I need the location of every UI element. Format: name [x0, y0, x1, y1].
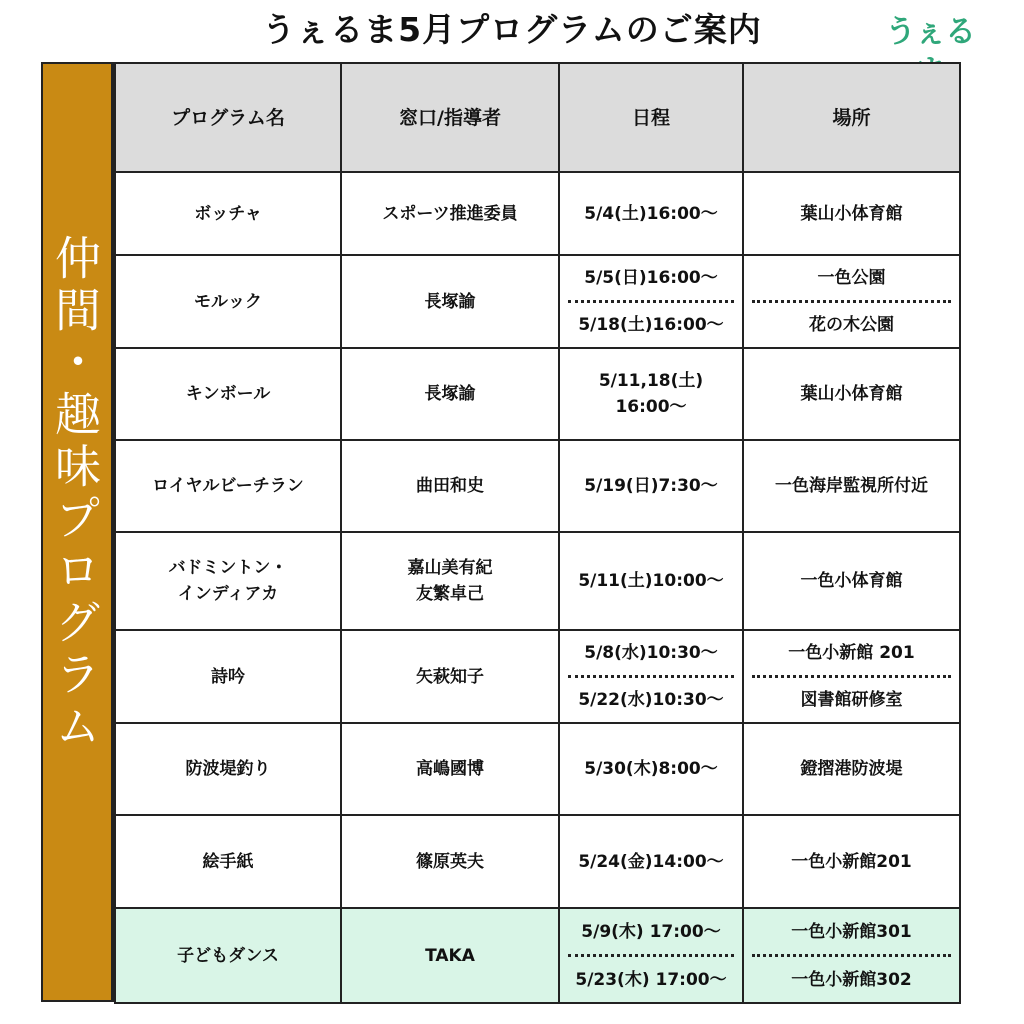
leader-cell	[341, 255, 559, 348]
place-name: 葉山小体育館	[800, 203, 903, 224]
program-name: モルック	[194, 291, 262, 312]
place-cell	[743, 908, 960, 1003]
leader-name: スポーツ推進委員	[382, 203, 518, 224]
table-row	[115, 172, 960, 255]
leader-cell	[341, 723, 559, 815]
place-cell	[743, 815, 960, 908]
program-name-cell	[115, 348, 341, 440]
program-name-cell	[115, 172, 341, 255]
program-name-cell	[115, 532, 341, 630]
schedule-date: 5/23(木) 17:00〜	[575, 969, 727, 990]
leader-name: TAKA	[425, 945, 475, 966]
schedule-date: 16:00〜	[615, 397, 687, 417]
place-name: 一色小新館301	[752, 909, 951, 957]
column-header-place: 場所	[743, 63, 960, 172]
schedule-date: 5/22(水)10:30〜	[578, 690, 724, 710]
place-name: 一色小新館201	[791, 851, 912, 872]
program-name: キンボール	[185, 384, 271, 404]
leader-name: 篠原英夫	[416, 851, 484, 872]
leader-name: 嘉山美有紀	[407, 558, 493, 578]
leader-cell	[341, 440, 559, 532]
place-name: 一色海岸監視所付近	[775, 476, 928, 496]
schedule-cell	[559, 630, 743, 723]
leader-name: 曲田和史	[416, 476, 484, 496]
table-row	[115, 630, 960, 723]
program-name-cell	[115, 723, 341, 815]
table-row	[115, 255, 960, 348]
schedule-cell	[559, 348, 743, 440]
leader-cell	[341, 348, 559, 440]
column-header-leader: 窓口/指導者	[341, 63, 559, 172]
leader-cell	[341, 532, 559, 630]
place-cell	[743, 255, 960, 348]
table-row	[115, 532, 960, 630]
program-name: 詩吟	[211, 666, 245, 687]
schedule-cell	[559, 723, 743, 815]
schedule-cell	[559, 440, 743, 532]
schedule-date: 5/18(土)16:00〜	[578, 315, 724, 335]
place-name: 一色小体育館	[800, 571, 903, 591]
program-name: インディアカ	[177, 584, 279, 604]
leader-cell	[341, 815, 559, 908]
schedule-date: 5/11,18(土)	[598, 371, 704, 391]
brand-logo: うぇる	[885, 14, 975, 50]
program-name: 防波堤釣り	[185, 759, 271, 779]
program-table	[114, 62, 961, 1004]
program-name: 子どもダンス	[177, 945, 279, 966]
table-row	[115, 723, 960, 815]
place-cell	[743, 440, 960, 532]
program-name-cell	[115, 440, 341, 532]
leader-name: 長塚諭	[424, 291, 476, 312]
program-name: ボッチャ	[194, 203, 262, 224]
leader-cell	[341, 172, 559, 255]
schedule-date: 5/9(木) 17:00〜	[568, 909, 734, 957]
place-cell	[743, 348, 960, 440]
leader-name: 高嶋國博	[416, 759, 484, 779]
schedule-date: 5/11(土)10:00〜	[578, 571, 724, 591]
place-name: 花の木公園	[809, 315, 894, 335]
schedule-date: 5/19(日)7:30〜	[584, 476, 718, 496]
place-name: 一色小新館 201	[752, 631, 951, 678]
schedule-cell	[559, 815, 743, 908]
place-name: 葉山小体育館	[800, 384, 903, 404]
place-name: 一色公園	[752, 256, 951, 303]
schedule-date: 5/30(木)8:00〜	[584, 759, 718, 779]
program-name-cell	[115, 630, 341, 723]
program-name: ロイヤルビーチラン	[152, 476, 304, 496]
place-cell	[743, 630, 960, 723]
column-header-schedule: 日程	[559, 63, 743, 172]
schedule-date: 5/4(土)16:00〜	[584, 203, 718, 224]
category-sidebar	[41, 62, 114, 1002]
category-label: 仲間・趣味プログラム	[48, 234, 102, 754]
schedule-date: 5/5(日)16:00〜	[568, 256, 734, 303]
schedule-cell	[559, 255, 743, 348]
place-cell	[743, 723, 960, 815]
program-name-cell	[115, 815, 341, 908]
leader-cell	[341, 630, 559, 723]
schedule-cell	[559, 908, 743, 1003]
place-name: 一色小新館302	[791, 969, 912, 990]
schedule-cell	[559, 532, 743, 630]
table-header-row	[115, 63, 960, 172]
table-row	[115, 815, 960, 908]
leader-name: 矢萩知子	[416, 666, 484, 687]
page-title: うぇるま5月プログラムのご案内	[262, 10, 762, 49]
table-row	[115, 348, 960, 440]
place-cell	[743, 532, 960, 630]
program-name: バドミントン・	[168, 558, 288, 578]
place-name: 鐙摺港防波堤	[800, 759, 903, 779]
leader-name: 長塚諭	[424, 384, 476, 404]
schedule-date: 5/24(金)14:00〜	[578, 851, 724, 872]
schedule-cell	[559, 172, 743, 255]
program-name-cell	[115, 908, 341, 1003]
table-row	[115, 908, 960, 1003]
leader-cell	[341, 908, 559, 1003]
program-name: 絵手紙	[202, 851, 254, 872]
column-header-program: プログラム名	[115, 63, 341, 172]
place-name: 図書館研修室	[800, 690, 903, 710]
leader-name: 友繁卓己	[416, 584, 484, 604]
schedule-date: 5/8(水)10:30〜	[568, 631, 734, 678]
program-name-cell	[115, 255, 341, 348]
table-row	[115, 440, 960, 532]
place-cell	[743, 172, 960, 255]
